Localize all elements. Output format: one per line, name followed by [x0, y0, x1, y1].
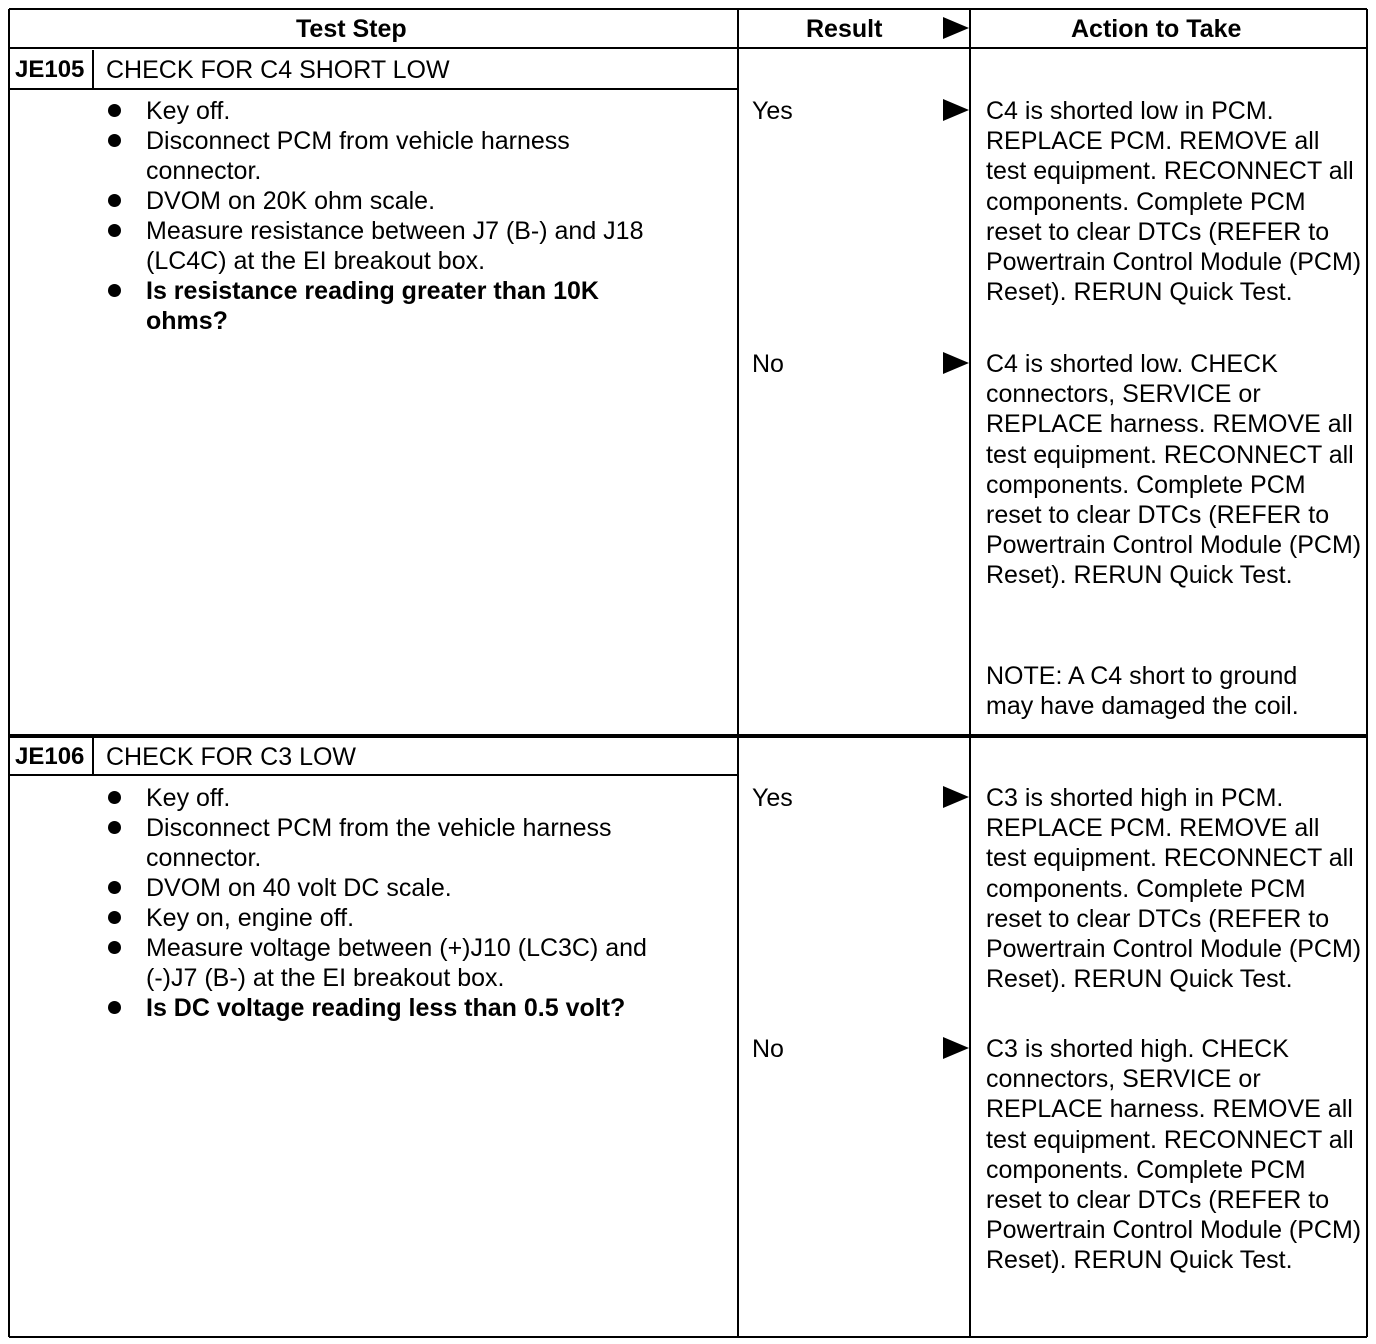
- step-list: [108, 96, 668, 336]
- step-question: Is DC voltage reading less than 0.5 volt?: [108, 993, 668, 1023]
- step-id: JE106: [15, 743, 85, 770]
- header-test-step: Test Step: [296, 15, 407, 43]
- step-item: Measure voltage between (+)J10 (LC3C) and (-)J7 (B-) at the EI breakout box.: [108, 933, 668, 993]
- step-item: DVOM on 40 volt DC scale.: [108, 873, 668, 903]
- note-text: NOTE: A C4 short to ground may have damaged the coil.: [986, 662, 1299, 720]
- result-arrow-icon: [943, 1037, 969, 1059]
- step-question: Is resistance reading greater than 10K ohms?: [108, 276, 668, 336]
- result-no: No: [752, 1035, 784, 1063]
- result-no: No: [752, 350, 784, 378]
- step-id: JE105: [15, 56, 85, 83]
- action-text: C3 is shorted high in PCM. REPLACE PCM. REMOVE all test equipment. RECONNECT all components. Complete PCM reset to clear DTCs (REFER to Powertrain Control Module (PCM) Reset). RERUN Quick Test.: [986, 784, 1362, 994]
- step-item: Disconnect PCM from the vehicle harness connector.: [108, 813, 668, 873]
- step-item: Disconnect PCM from vehicle harness connector.: [108, 126, 668, 186]
- action-text: C4 is shorted low. CHECK connectors, SERVICE or REPLACE harness. REMOVE all test equipment. RECONNECT all components. Complete PCM reset to clear DTCs (REFER to Powertrain Control Module (PCM) Reset). RERUN Quick Test.: [986, 350, 1362, 590]
- step-title: CHECK FOR C3 LOW: [106, 743, 357, 771]
- result-arrow-icon: [943, 786, 969, 808]
- step-item: Measure resistance between J7 (B-) and J18 (LC4C) at the EI breakout box.: [108, 216, 668, 276]
- header-arrow-icon: [943, 17, 969, 39]
- result-arrow-icon: [943, 352, 969, 374]
- step-item: Key off.: [108, 783, 668, 813]
- step-item: Key on, engine off.: [108, 903, 668, 933]
- action-text: C3 is shorted high. CHECK connectors, SERVICE or REPLACE harness. REMOVE all test equipment. RECONNECT all components. Complete PCM reset to clear DTCs (REFER to Powertrain Control Module (PCM) Reset). RERUN Quick Test.: [986, 1035, 1362, 1275]
- header-result: Result: [806, 15, 883, 43]
- step-list: [108, 783, 668, 1023]
- action-text: C4 is shorted low in PCM. REPLACE PCM. REMOVE all test equipment. RECONNECT all components. Complete PCM reset to clear DTCs (REFER to Powertrain Control Module (PCM) Reset). RERUN Quick Test.: [986, 97, 1362, 307]
- step-item: DVOM on 20K ohm scale.: [108, 186, 668, 216]
- step-title: CHECK FOR C4 SHORT LOW: [106, 56, 450, 84]
- result-yes: Yes: [752, 97, 793, 125]
- step-item: Key off.: [108, 96, 668, 126]
- result-yes: Yes: [752, 784, 793, 812]
- result-arrow-icon: [943, 99, 969, 121]
- header-action: Action to Take: [1071, 15, 1242, 43]
